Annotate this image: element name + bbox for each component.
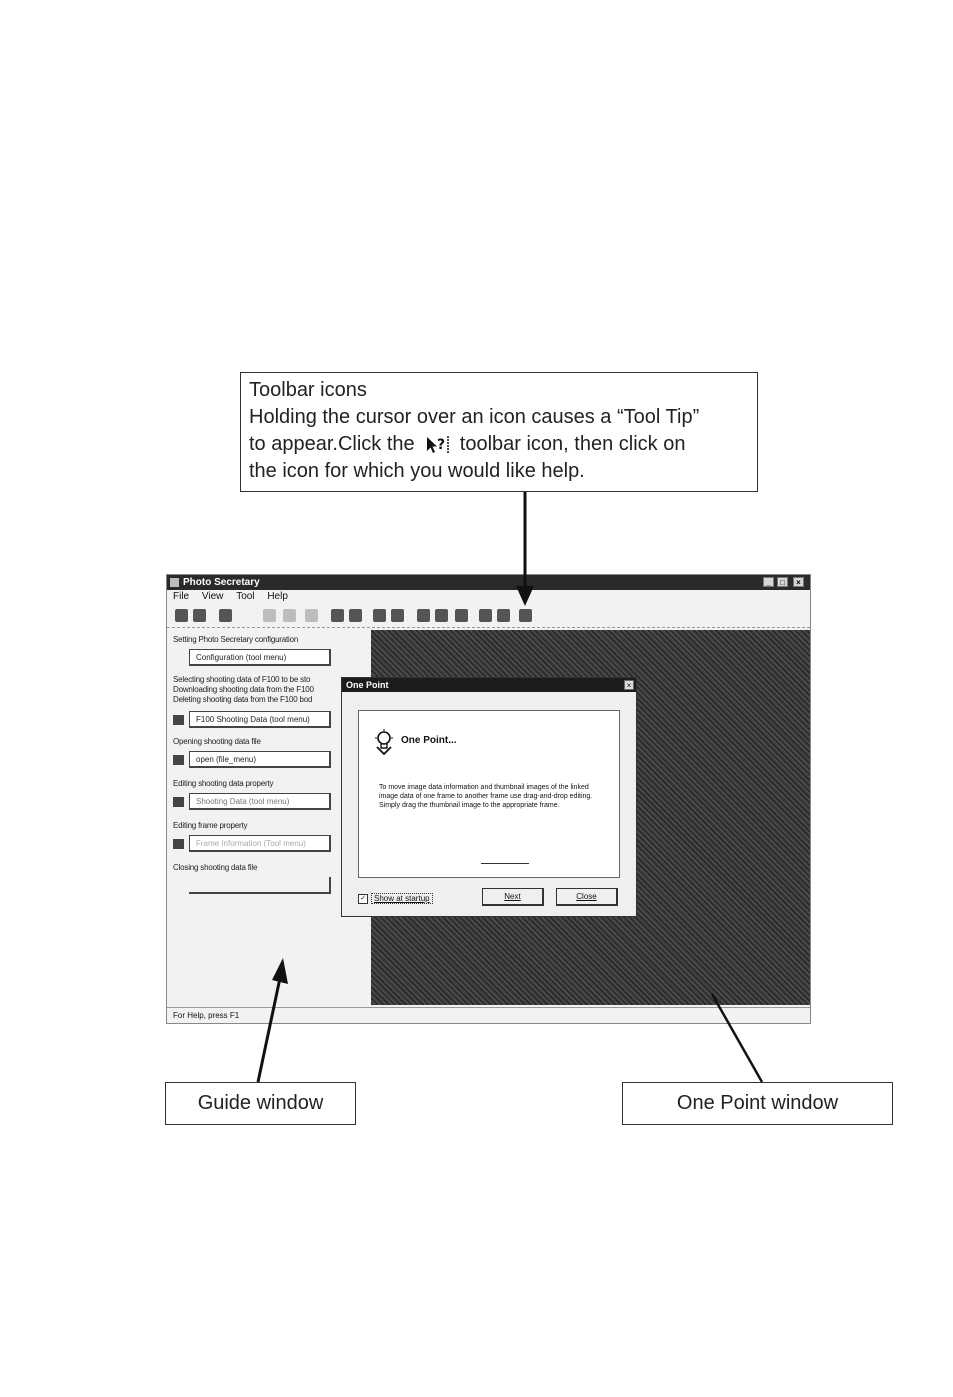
- show-at-startup-label: Show at startup: [371, 893, 433, 904]
- one-point-pointer-line: [712, 994, 762, 1082]
- frame-information-button[interactable]: Frame Information (Tool menu): [189, 835, 331, 852]
- dialog-title: One Point: [342, 678, 636, 692]
- open-file-button[interactable]: open (file_menu): [189, 751, 331, 768]
- callout-line-2-before: to appear.Click the: [249, 433, 415, 455]
- guide-section3-text: Opening shooting data file: [173, 737, 261, 746]
- guide-window-callout: Guide window: [165, 1082, 356, 1125]
- minimize-button[interactable]: _: [763, 577, 774, 587]
- window-close-button[interactable]: ×: [793, 577, 804, 587]
- maximize-button[interactable]: □: [777, 577, 788, 587]
- guide-pointer-line: [258, 978, 280, 1082]
- dialog-close-icon[interactable]: ×: [624, 680, 634, 690]
- status-bar: For Help, press F1: [167, 1007, 811, 1024]
- toolbar-pointer-arrowhead: [516, 586, 534, 606]
- guide-section1-text: Setting Photo Secretary configuration: [173, 635, 299, 644]
- guide-section2-line3: Deleting shooting data from the F100 bod: [173, 695, 313, 704]
- guide-section5-text: Editing frame property: [173, 821, 248, 830]
- menu-help[interactable]: Help: [267, 591, 288, 602]
- dialog-heading: One Point...: [401, 735, 457, 746]
- window-title: Photo Secretary: [183, 577, 260, 588]
- menu-tool[interactable]: Tool: [236, 591, 255, 602]
- callout-line-1: Holding the cursor over an icon causes a “Tool Tip”: [249, 406, 700, 428]
- f100-shooting-data-button[interactable]: F100 Shooting Data (tool menu): [189, 711, 331, 728]
- svg-text:?: ?: [437, 436, 446, 453]
- guide-section6-text: Closing shooting data file: [173, 863, 258, 872]
- shooting-data-property-button[interactable]: Shooting Data (tool menu): [189, 793, 331, 810]
- guide-section4-text: Editing shooting data property: [173, 779, 274, 788]
- next-button[interactable]: Next: [482, 888, 544, 906]
- checkbox-checked-icon[interactable]: ✓: [358, 894, 368, 904]
- one-point-window-callout: One Point window: [622, 1082, 893, 1125]
- guide-pointer-arrowhead: [272, 958, 288, 984]
- guide-section2-line2: Downloading shooting data from the F100: [173, 685, 314, 694]
- callout-line-3: the icon for which you would like help.: [249, 460, 585, 482]
- menu-view[interactable]: View: [201, 591, 224, 602]
- callout-title: Toolbar icons: [249, 379, 367, 401]
- callout-line-2-after: toolbar icon, then click on: [459, 433, 686, 455]
- dialog-body-text: To move image data information and thumbnail images of the linked image data of one frame to another frame use drag-and-drop editing. Simply drag the thumbnail image to the appropriate frame.: [379, 784, 593, 809]
- configuration-button[interactable]: Configuration (tool menu): [189, 649, 331, 666]
- menu-file[interactable]: File: [173, 591, 190, 602]
- close-button[interactable]: Close: [556, 888, 618, 906]
- guide-section2-line1: Selecting shooting data of F100 to be sto: [173, 675, 311, 684]
